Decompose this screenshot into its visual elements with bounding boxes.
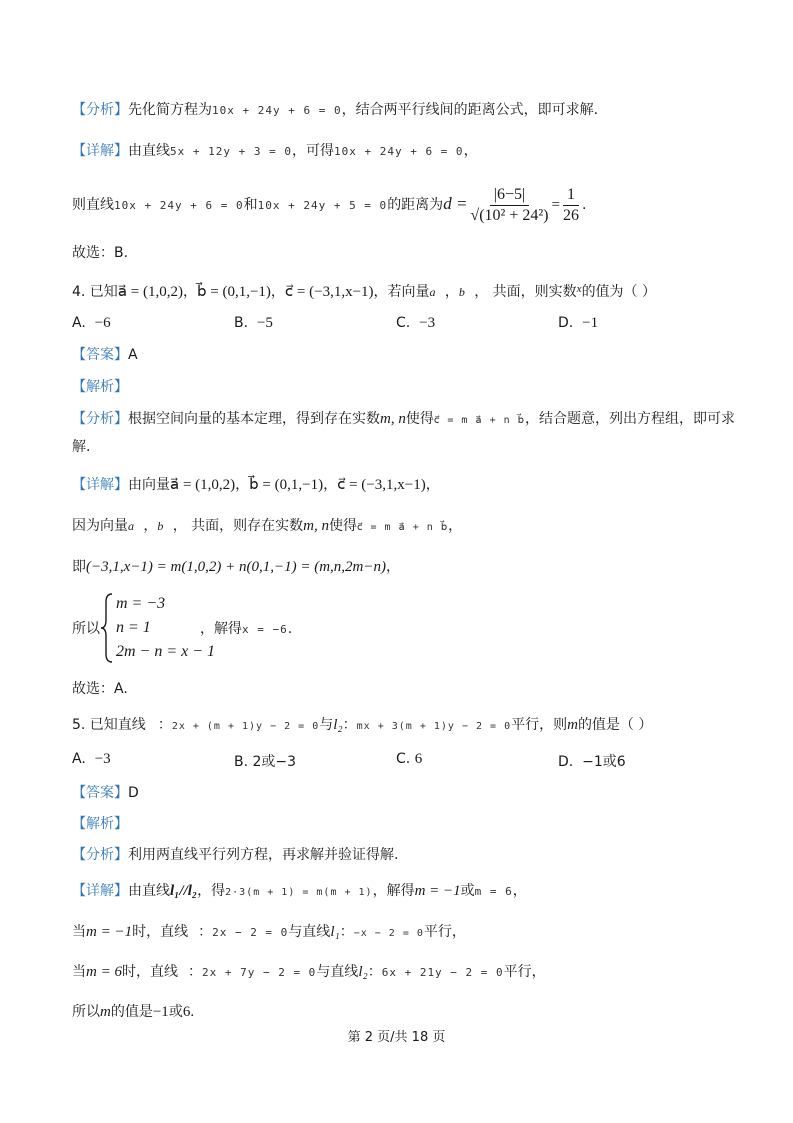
fraction-denominator: 26: [562, 206, 579, 224]
q5-jiexi-tag: 【解析】: [72, 816, 128, 832]
vector-a: a⃗ = (1,0,2): [117, 284, 183, 300]
option-value: −1: [582, 315, 599, 331]
separator: ，: [235, 477, 250, 493]
text: ，: [463, 143, 478, 159]
text: 使得: [405, 411, 434, 427]
equation: −x − 2 = 0: [353, 928, 424, 939]
text: 的值为（ ）: [581, 284, 657, 300]
option-label: D.: [558, 315, 574, 331]
q4-option-c[interactable]: [396, 315, 435, 332]
text: 先化简方程为: [128, 102, 212, 118]
separator: ：: [187, 964, 202, 980]
solution-text: [200, 618, 292, 638]
detail-tag: 【详解】: [72, 143, 128, 159]
q5-option-b[interactable]: [234, 751, 296, 771]
detail-tag: 【详解】: [72, 883, 128, 899]
option-value: −3: [419, 315, 436, 331]
text: 则直线: [72, 197, 114, 213]
equation: 10x + 24y + 6 = 0: [114, 199, 244, 212]
text: 或: [168, 1004, 183, 1020]
text: ，结合两平行线间的距离公式，即可求解.: [341, 102, 599, 118]
text: 由直线: [128, 143, 170, 159]
equation-l1: 2x + (m + 1)y − 2 = 0: [171, 721, 320, 732]
q4-option-b[interactable]: [234, 315, 273, 332]
q4-analysis-line: [72, 409, 735, 431]
condition: m = 6: [86, 964, 122, 980]
system-row: n = 1: [116, 619, 151, 636]
variable-m: m: [567, 717, 578, 733]
q4-analysis-line2: 解.: [72, 439, 91, 455]
text: 所以: [72, 621, 100, 637]
question-number: 4. 已知: [72, 284, 118, 300]
option-label: B.: [234, 315, 249, 331]
q5-conclusion: [72, 1002, 194, 1022]
text: ，可得: [291, 143, 334, 159]
solution: x = −6: [242, 623, 288, 636]
text: 的距离为: [387, 197, 444, 213]
q5-detail-line: [72, 881, 527, 903]
separator: ，: [444, 284, 459, 300]
text: 平行，: [423, 924, 466, 940]
separator: ：: [339, 924, 354, 940]
distance-fraction: [470, 186, 548, 225]
answer-tag: 【答案】: [72, 347, 128, 363]
option-value: −1或6: [582, 754, 626, 770]
q4-option-d[interactable]: [558, 315, 598, 332]
equation: 10x + 24y + 6 = 0: [212, 104, 342, 117]
q3-choose: 故选：B.: [72, 245, 129, 261]
equation: c⃗ = m a⃗ + n b⃗: [433, 415, 526, 426]
vector-b-symbol: b⃗: [157, 519, 173, 533]
equation: c⃗ = m a⃗ + n b⃗: [356, 522, 449, 533]
text: 或: [460, 883, 475, 899]
separator: ：: [198, 924, 213, 940]
text: ，: [385, 559, 400, 575]
line-l2: l₂: [333, 717, 343, 733]
text: ，若向量: [373, 284, 430, 300]
text: 和: [243, 197, 258, 213]
q5-analysis-line: [72, 845, 398, 865]
q4-choose: 故选：A.: [72, 681, 128, 697]
equation: (−3,1,x−1) = m(1,0,2) + n(0,1,−1) = (m,n,2m−n): [86, 559, 386, 575]
text: ， 共面，则实数: [474, 284, 577, 300]
text: ，: [448, 518, 463, 534]
text: 利用两直线平行列方程，再求解并验证得解.: [128, 847, 399, 863]
text: 所以: [72, 1004, 100, 1020]
text: ，结合题意，列出方程组，即可求: [525, 411, 736, 427]
text: 与: [319, 717, 334, 733]
parallel-relation: l₁//l₂: [170, 883, 198, 899]
equation: 5x + 12y + 3 = 0: [170, 145, 292, 158]
left-brace-icon: [100, 592, 114, 664]
equation: 10x + 24y + 6 = 0: [333, 145, 464, 158]
q5-case1-line: [72, 922, 466, 944]
analysis-tag: 【分析】: [72, 847, 128, 863]
q5-option-a[interactable]: [72, 751, 111, 768]
equation: 2x − 2 = 0: [212, 926, 289, 939]
text: 由向量: [128, 477, 170, 493]
distance-symbol: d =: [443, 194, 468, 213]
equation: 6x + 21y − 2 = 0: [381, 966, 504, 979]
variables-mn: m, n: [303, 518, 329, 534]
q3-distance-line: [72, 182, 586, 226]
fraction-numerator: 1: [563, 186, 579, 206]
text: 平行，则: [511, 717, 568, 733]
system-row: m = −3: [116, 595, 166, 612]
separator: ：: [342, 717, 357, 733]
value: −1: [152, 1004, 169, 1020]
variable-m: m: [100, 1004, 111, 1020]
solution-1: m = −1: [414, 883, 461, 899]
q5-stem: [72, 715, 652, 737]
vector-a: a⃗ = (1,0,2): [170, 477, 236, 493]
answer-tag: 【答案】: [72, 785, 128, 801]
option-value: −3: [94, 751, 111, 767]
option-label: A.: [72, 751, 86, 767]
variable-x: x: [576, 283, 582, 295]
line-l2: l₂: [358, 964, 368, 980]
text: ，得: [197, 883, 226, 899]
system-row: 2m − n = x − 1: [116, 643, 216, 660]
question-number: 5. 已知直线: [72, 717, 146, 733]
equation: 2·3(m + 1) = m(m + 1): [225, 887, 373, 898]
vector-c: c⃗ = (−3,1,x−1): [284, 284, 374, 300]
text: 时，直线: [132, 924, 189, 940]
equation-l2: mx + 3(m + 1)y − 2 = 0: [356, 721, 512, 732]
q4-stem: [72, 279, 656, 302]
vector-a-symbol: a⃗: [128, 519, 144, 533]
separator: ，: [323, 477, 338, 493]
q4-ie-line: [72, 557, 400, 577]
q3-detail-line: [72, 141, 478, 162]
period: .: [581, 197, 587, 213]
line-l1: l₁: [330, 924, 340, 940]
separator: ：: [157, 717, 172, 733]
q4-detail-line: [72, 475, 440, 495]
result-fraction: [563, 186, 579, 225]
text: 因为向量: [72, 518, 128, 534]
vector-b: b⃗ = (0,1,−1): [249, 477, 324, 493]
variables-mn: m, n: [380, 411, 406, 427]
separator: ，: [182, 284, 197, 300]
analysis-tag: 【分析】: [72, 411, 128, 427]
q4-because-line: [72, 516, 462, 538]
q5-answer: [72, 783, 139, 803]
separator: ：: [367, 964, 382, 980]
vector-b: b⃗ = (0,1,−1): [196, 284, 271, 300]
text: 根据空间向量的基本定理，得到存在实数: [128, 411, 380, 427]
value: 6.: [182, 1004, 195, 1020]
q5-option-c[interactable]: [396, 751, 422, 768]
text: 使得: [328, 518, 357, 534]
option-label: D.: [558, 754, 574, 770]
option-label: A.: [72, 315, 86, 331]
period: .: [287, 621, 293, 637]
text: 平行，: [503, 964, 546, 980]
page-footer: 第 2 页/共 18 页: [347, 1030, 446, 1045]
option-label: C.: [396, 315, 411, 331]
q5-option-d[interactable]: [558, 751, 626, 771]
separator: ，: [143, 518, 158, 534]
answer-value: D: [128, 785, 139, 801]
option-label: C.: [396, 751, 411, 767]
text: ，解得: [372, 883, 415, 899]
equation: 2x + 7y − 2 = 0: [201, 966, 317, 979]
text: 即: [72, 559, 86, 575]
option-value: −6: [94, 315, 111, 331]
text: ，: [425, 477, 440, 493]
text: 当: [72, 924, 86, 940]
condition: m = −1: [86, 924, 133, 940]
option-value: 2或−3: [252, 754, 297, 770]
text: 的值是（ ）: [577, 717, 653, 733]
text: 当: [72, 964, 86, 980]
text: ，: [512, 883, 527, 899]
vector-c: c⃗ = (−3,1,x−1): [337, 477, 426, 493]
equation: 10x + 24y + 5 = 0: [257, 199, 388, 212]
fraction-denominator: √(10² + 24²): [470, 206, 549, 224]
answer-value: A: [128, 347, 138, 363]
text: 时，直线: [121, 964, 178, 980]
text: 与直线: [288, 924, 331, 940]
q5-case2-line: [72, 962, 546, 983]
text: 的值是: [110, 1004, 153, 1020]
q3-analysis-line: [72, 100, 598, 121]
text: ，解得: [200, 621, 242, 637]
q4-answer: [72, 345, 138, 365]
vector-a-symbol: a⃗: [429, 285, 445, 299]
text: 由直线: [128, 883, 170, 899]
solution-2: m = 6: [474, 885, 513, 898]
text: ， 共面，则存在实数: [172, 518, 304, 534]
q4-option-a[interactable]: [72, 315, 111, 332]
option-value: 6: [414, 751, 423, 767]
equals: =: [551, 197, 560, 213]
separator: ，: [270, 284, 285, 300]
detail-tag: 【详解】: [72, 477, 128, 493]
option-value: −5: [256, 315, 273, 331]
vector-b-symbol: b⃗: [458, 285, 475, 299]
analysis-tag: 【分析】: [72, 102, 128, 118]
text: 与直线: [316, 964, 359, 980]
q4-jiexi-tag: 【解析】: [72, 379, 128, 395]
option-label: B.: [234, 754, 249, 770]
fraction-numerator: |6−5|: [490, 186, 529, 206]
